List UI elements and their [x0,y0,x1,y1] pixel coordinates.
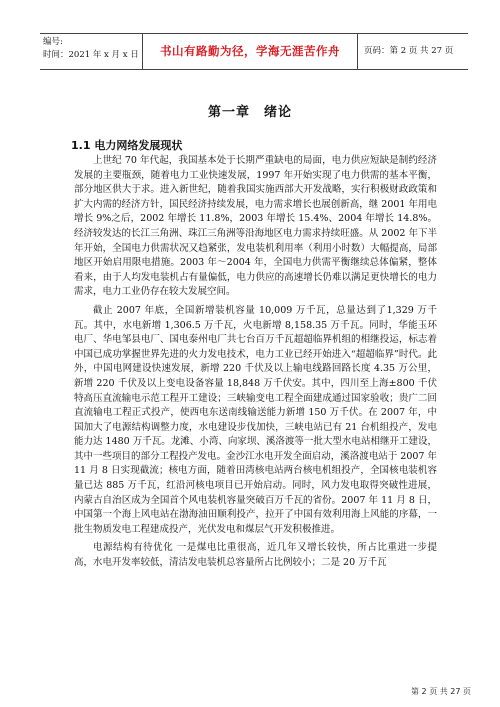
header-page-number: 页码：第 2 页 共 27 页 [364,46,454,56]
page-footer: 第 2 页 共 27 页 [411,687,471,696]
header-meta [40,34,143,69]
chapter-title: 第一章 绪论 [207,105,292,120]
body-text [74,154,437,575]
page-header [40,33,468,70]
section-title: 1.1 电力网络发展现状 [71,139,183,152]
paragraph: 上世纪 70 年代起，我国基本处于长期严重缺电的局面，电力供应短缺是制约经济发展的主要瓶颈，随着电力工业快速发展，1997 年开始实现了电力供需的基本平衡，部分地区供大于求。进入新世纪，随着我国实施西部大开发战略，实行积极财政政策和扩大内需的经济方针，国民经济持续发展，电力需求增长也展创新高，继 2001 年用电增长 9%之后，2002 年增长 11.8%，2003 年增长 15.4%、2004 年增长 14.8%。经济较发达的长江三角洲、珠江三角洲等沿海地区电力需求持续旺盛。从 2002 年下半年开始，全国电力供需状况又趋紧张，发电装机利用率（利用小时数）大幅提高，局部地区开始启用限电措施。2003 年～2004 年，全国电力供需平衡继续总体偏紧，整体看来，由于人均发电装机占有量偏低，电力供应的高速增长仍难以满足更快增长的电力需求，电力工业仍存在较大发展空间。 [74,155,437,298]
header-page-cell [358,34,468,69]
header-motto-cell [143,34,358,69]
paragraph: 电源结构有待优化 一是煤电比重很高，近几年又增长较快，所占比重进一步提高，水电开发率较低，清洁发电装机总容量所占比例较小；二是 20 万千瓦 [74,542,437,569]
paragraph: 截止 2007 年底，全国新增装机容量 10,009 万千瓦，总量达到了1,329 万千瓦。其中，水电新增 1,306.5 万千瓦，火电新增 8,158.35 万千瓦。同时，华能玉环电厂、华电邹县电厂、国电泰州电厂共七台百万千瓦超超临界机组的相继投运，标志着中国已成功掌握世界先进的火力发电技术，电力工业已经开始进入“超超临界”时代。此外，中国电网建设快速发展，新增 220 千伏及以上输电线路回路长度 4.35 万公里，新增 220 千伏及以上变电设备容量 18,848 万千伏安。其中，四川至上海±800 千伏特高压直流输电示范工程开工建设；三峡输变电工程全面建成通过国家验收；贵广二回直流输电工程正式投产，使西电东送南线输送能力新增 150 万千伏。在 2007 年，中国加大了电源结构调整力度，水电建设步伐加快，三峡电站已有 21 台机组投产，发电能力达 1480 万千瓦。龙滩、小湾、向家坝、溪洛渡等一批大型水电站相继开工建设，其中一些项目的部分工程投产发电。金沙江水电开发全面启动，溪洛渡电站于 2007 年 11 月 8 日实现截流；核电方面，随着田湾核电站两台核电机组投产，全国核电装机容量已达 885 万千瓦，红沿河核电项目已开始启动。同时，风力发电取得突破性进展，内蒙古自治区成为全国首个风电装机容量突破百万千瓦的省份。2007 年 11 月 8 日，中国第一个海上风电站在渤海油田顺利投产，拉开了中国有效利用海上风能的序幕，一批生物质发电工程建成投产，光伏发电和煤层气开发积极推进。 [74,304,437,535]
document-number-label: 编号: [43,37,63,47]
header-motto: 书山有路勤为径，学海无涯苦作舟 [160,44,340,58]
document-time-label: 时间：2021 年 x 月 x 日 [43,50,139,60]
